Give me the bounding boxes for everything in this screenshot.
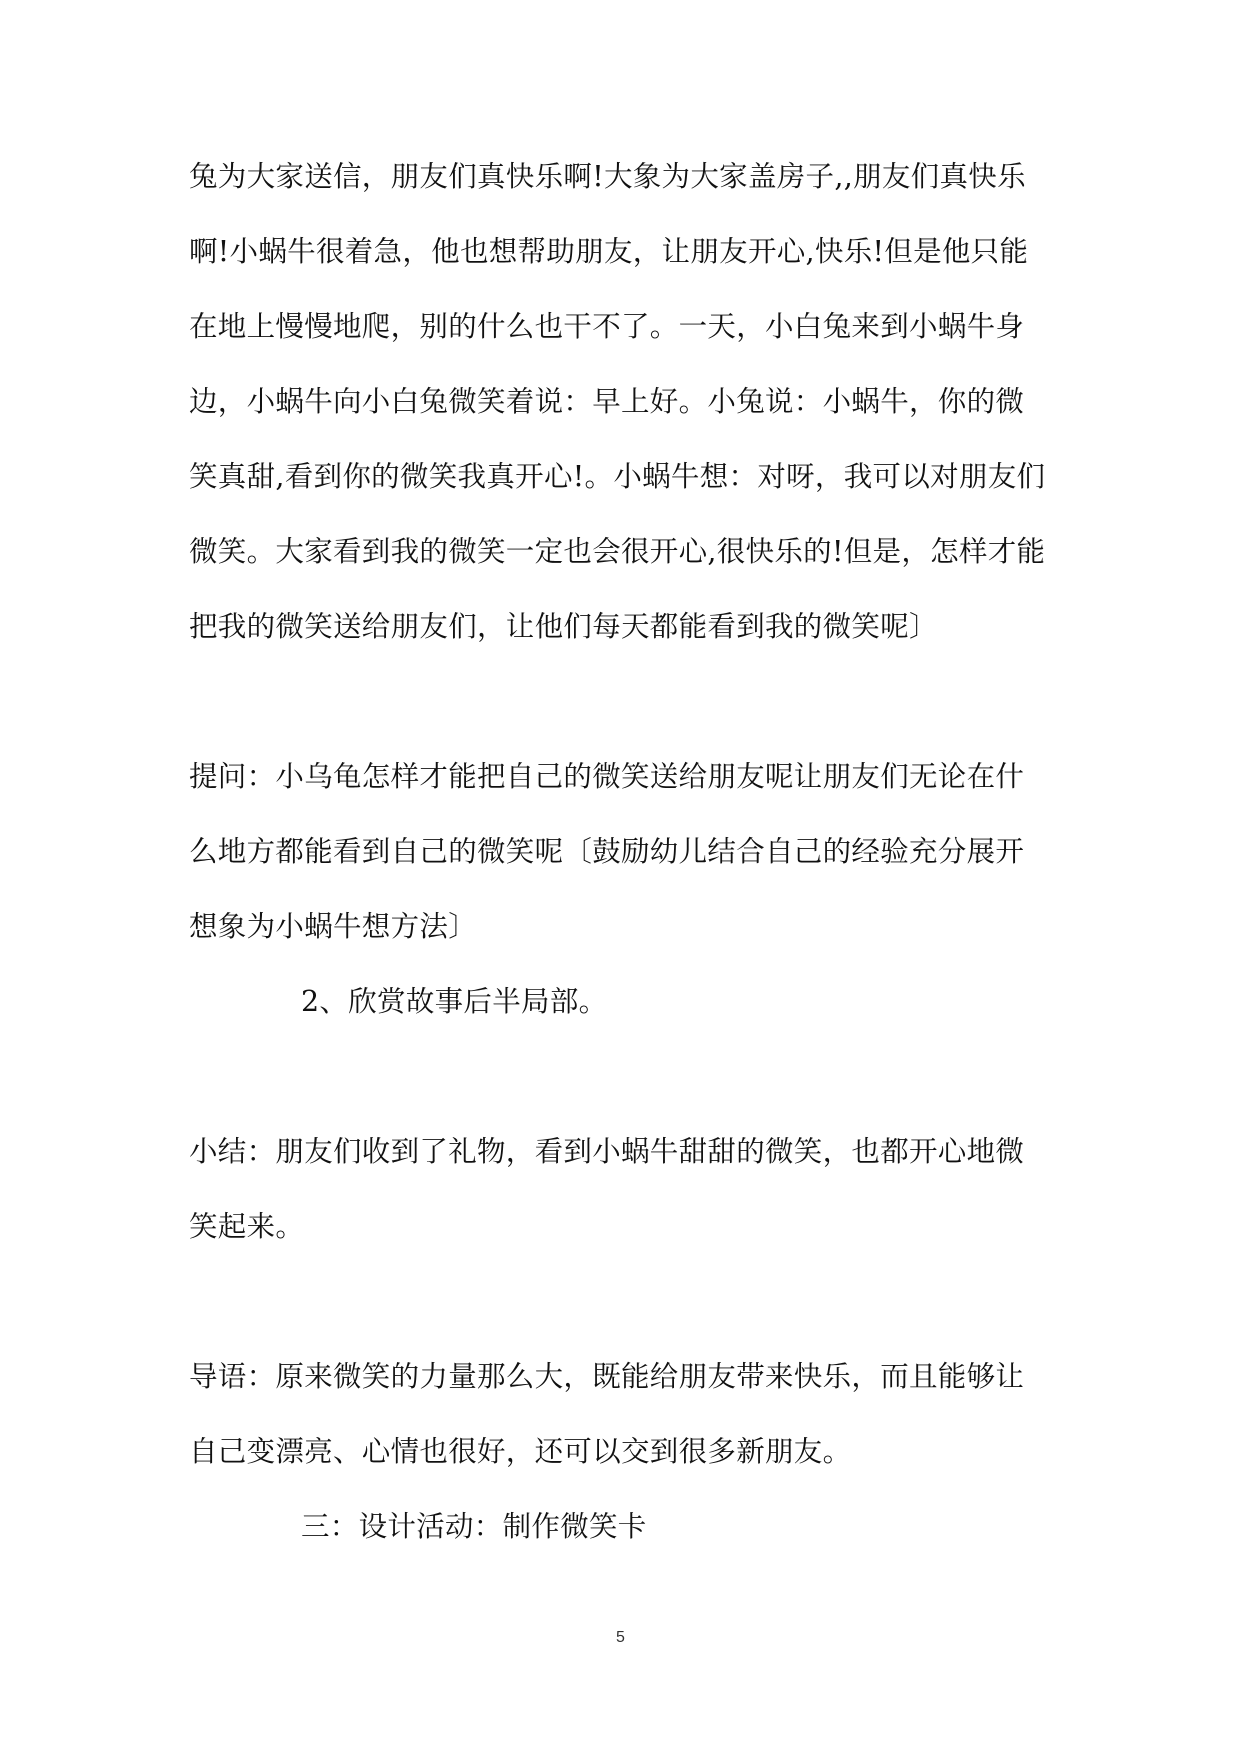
text-line: 兔为大家送信，朋友们真快乐啊!大象为大家盖房子,,朋友们真快乐: [189, 160, 1026, 193]
text-line: 自己变漂亮、心情也很好，还可以交到很多新朋友。: [189, 1435, 852, 1468]
text-line: 小结：朋友们收到了礼物，看到小蜗牛甜甜的微笑，也都开心地微: [189, 1135, 1025, 1168]
step-heading-3: 三：设计活动：制作微笑卡: [301, 1510, 647, 1543]
text-line: 导语：原来微笑的力量那么大，既能给朋友带来快乐，而且能够让: [189, 1360, 1025, 1393]
text-line: 边，小蜗牛向小白兔微笑着说：早上好。小兔说：小蜗牛，你的微: [189, 385, 1025, 418]
text-line: 在地上慢慢地爬，别的什么也干不了。一天，小白兔来到小蜗牛身: [189, 310, 1025, 343]
text-line: 想象为小蜗牛想方法〕: [189, 910, 478, 943]
step-heading-2: 2、欣赏故事后半局部。: [301, 985, 608, 1018]
text-line: 提问：小乌龟怎样才能把自己的微笑送给朋友呢让朋友们无论在什: [189, 760, 1025, 793]
text-line: 微笑。大家看到我的微笑一定也会很开心,很快乐的!但是，怎样才能: [189, 535, 1046, 568]
text-line: 把我的微笑送给朋友们，让他们每天都能看到我的微笑呢〕: [189, 610, 938, 643]
text-line: 么地方都能看到自己的微笑呢〔鼓励幼儿结合自己的经验充分展开: [189, 835, 1025, 868]
text-line: 笑起来。: [189, 1210, 305, 1243]
text-line: 笑真甜,看到你的微笑我真开心!。小蜗牛想：对呀，我可以对朋友们: [189, 460, 1046, 493]
page-number: 5: [616, 1629, 625, 1646]
text-line: 啊!小蜗牛很着急，他也想帮助朋友，让朋友开心,快乐!但是他只能: [189, 235, 1029, 268]
